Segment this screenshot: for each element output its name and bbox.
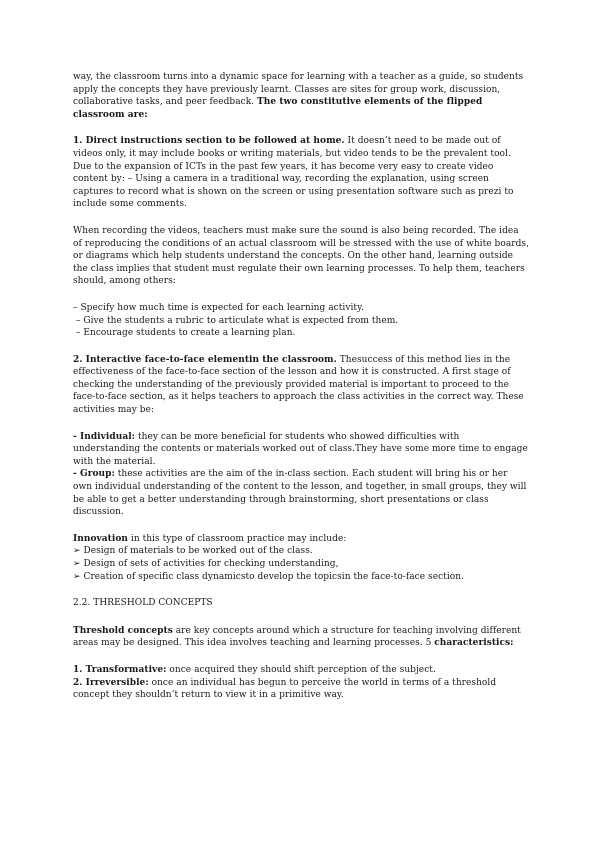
innovation-label: Innovation <box>73 533 128 544</box>
interactive-title: 2. Interactive face-to-face elementin the classroom. <box>73 354 337 365</box>
intro-paragraph <box>73 71 529 121</box>
interactive-paragraph <box>73 354 529 417</box>
list-item: – Give the students a rubric to articulate what is expected from them. <box>73 315 399 326</box>
intro-text: way, the classroom turns into a dynamic space for learning with a teacher as a guide, so students apply the concepts they have previously learnt. Classes are sites for group work, discussion, collaborative tasks, and peer feedback. <box>73 72 524 108</box>
recording-paragraph: When recording the videos, teachers must make sure the sound is also being recorded. The idea of reproducing the conditions of an actual classroom will be stressed with the use of white boards, or diagrams which help students understand the concepts. On the other hand, learning outside the class implies that student must regulate their own learning processes. To help them, teachers should, among others: <box>73 225 529 287</box>
irreversible-label: 2. Irreversible: <box>73 677 149 688</box>
threshold-label: Threshold concepts <box>73 625 173 636</box>
irreversible-paragraph <box>73 677 529 702</box>
innovation-text: in this type of classroom practice may include: <box>127 533 347 544</box>
document-body <box>73 71 529 702</box>
intro-bold-text: The two constitutive elements of the flipped classroom are: <box>73 97 483 120</box>
threshold-text: are key concepts around which a structure for teaching involving different areas may be designed. This idea involves teaching and learning processes. 5 <box>73 625 521 649</box>
group-text: these activities are the aim of the in-class section. Each student will bring his or her own individual understanding of the content to the lesson, and together, in small groups, they will be able to get a better understanding through brainstorming, short presentations or class discussion. <box>73 469 527 518</box>
threshold-paragraph <box>73 625 529 650</box>
interactive-text: Thesuccess of this method lies in the effectiveness of the face-to-face section of the lesson and how it is constructed. A first stage of checking the understanding of the previously provided material is important to proceed to the face-to-face section, as it helps teachers to approach the class activities in the correct way. These activities may be: <box>73 354 524 416</box>
innovation-paragraph <box>73 533 529 546</box>
list-item: ➢ Design of materials to be worked out of the class. <box>73 546 313 557</box>
list-item: – Specify how much time is expected for each learning activity. <box>73 302 364 313</box>
list-item: ➢ Design of sets of activities for checking understanding, <box>73 559 339 569</box>
list-item: – Encourage students to create a learning plan. <box>73 328 296 339</box>
individual-label: - Individual: <box>73 431 136 442</box>
direct-instructions-title: 1. Direct instructions section to be followed at home. <box>73 136 345 147</box>
individual-paragraph <box>73 431 529 469</box>
transformative-text: once acquired they should shift perception of the subject. <box>166 664 436 675</box>
irreversible-text: once an individual has begun to perceive the world in terms of a threshold concept they shouldn’t return to view it in a primitive way. <box>73 677 497 701</box>
characteristics-label: characteristics: <box>434 638 514 649</box>
innovation-list <box>73 545 529 583</box>
direct-instructions-paragraph <box>73 135 529 211</box>
transformative-label: 1. Transformative: <box>73 664 167 675</box>
transformative-paragraph <box>73 664 529 677</box>
group-label: - Group: <box>73 469 115 480</box>
direct-instructions-text: It doesn’t need to be made out of videos only, it may include books or writing materials, but video tends to be the prevalent tool. Due to the expansion of ICTs in the past few years, it has become very easy to create video content by: – Using a camera in a traditional way, recording the explanation, using screen captures to record what is shown on the screen or using presentation software such as prezi to include some comments. <box>73 136 514 210</box>
group-paragraph <box>73 468 529 518</box>
teacher-tips-list <box>73 302 529 340</box>
list-item: ➢ Creation of specific class dynamicsto develop the topicsin the face-to-face section. <box>73 571 465 582</box>
individual-text: they can be more beneficial for students who showed difficulties with understanding the contents or materials worked out of class.They have some more time to engage with the material. <box>73 431 528 467</box>
section-heading: 2.2. THRESHOLD CONCEPTS <box>73 598 213 609</box>
